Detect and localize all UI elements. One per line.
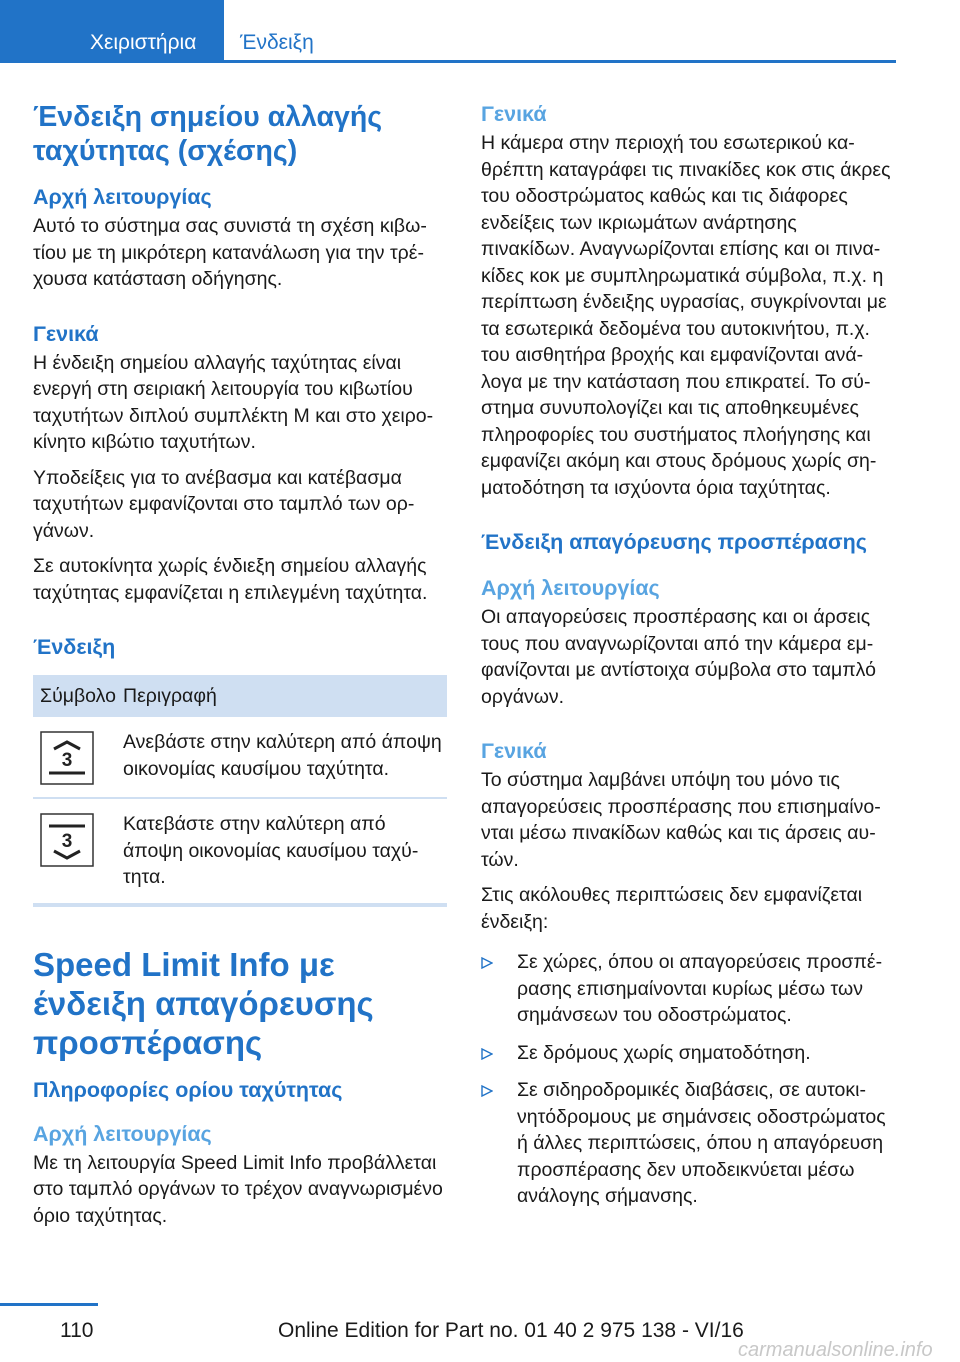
page-number: 110 bbox=[60, 1319, 94, 1342]
bullet-triangle-icon bbox=[481, 1085, 493, 1097]
list-item bbox=[481, 1077, 896, 1210]
no-overtaking-general-paragraph-2: Στις ακόλουθες περιπτώσεις δεν εμφανίζεται ένδειξη: bbox=[481, 884, 863, 933]
right-general-text: Η κάμερα στην περιοχή του εσωτερικού καθρέπτη καταγράφει τις πινακίδες κοκ στις άκρες του οδοστρώματος καθώς και τις διάφορες ενδείξεις των ικριωμάτων ανάρτησης πινακίδων. Αναγνωρίζονται επίσης και οι πινακίδες κοκ με συμπληρωματικά σύμβολα, π.χ. η περίπτωση ένδειξης υγρασίας, συγκρίνονται με τα εσωτερικά δεδομένα του αυτοκινήτου, π.χ. του αισθητήρα βροχής και εμφανίζονται ανάλογα με την κατάσταση που επικρατεί. Το σύστημα συνυπολογίζει και τις αποθηκευμένες πληροφορίες του συστήματος πλοήγησης και εμφανίζει ακόμη και στους δρόμους χωρίς σηματοδότηση τα ισχύοντα όρια ταχύτητας. bbox=[481, 132, 891, 499]
table-row bbox=[33, 798, 447, 905]
tab-display[interactable]: Ένδειξη bbox=[240, 31, 314, 54]
tab-controls[interactable]: Χειριστήρια bbox=[0, 0, 224, 60]
table-row bbox=[33, 717, 447, 798]
no-overtaking-principle-text: Οι απαγορεύσεις προσπέρασης και οι άρσεις τους που αναγνωρίζονται από την κάμερα εμφανίζονται με αντίστοιχα σύμβολα στο ταμπλό οργάνων. bbox=[481, 606, 876, 708]
table-cell-description: Ανεβάστε στην καλύτερη από άποψη οικονομίας καυσίμου ταχύτητα. bbox=[123, 717, 447, 798]
principle-text: Αυτό το σύστημα σας συνιστά τη σχέση κιβωτίου με τη μικρότερη κατανάλωση για την τρέχουσα κατάσταση οδήγησης. bbox=[33, 215, 427, 290]
table-header-row bbox=[33, 675, 447, 717]
speed-limit-principle-text: Με τη λειτουργία Speed Limit Info προβάλλεται στο ταμπλό οργάνων το τρέχον αναγνωρισμένο όριο ταχύτητας. bbox=[33, 1151, 443, 1227]
general-paragraph-2: Υποδείξεις για το ανέβασμα και κατέβασμα ταχυτήτων εμφανίζονται στο ταμπλό των οργάνων. bbox=[33, 466, 415, 542]
bullet-triangle-icon bbox=[481, 1048, 493, 1060]
upshift-arrow-icon bbox=[40, 731, 94, 785]
gear-digit: 3 bbox=[61, 831, 73, 852]
footer-rule bbox=[0, 1303, 98, 1306]
gear-digit: 3 bbox=[61, 750, 73, 771]
right-general-heading: Γενικά bbox=[481, 102, 547, 126]
edition-note: Online Edition for Part no. 01 40 2 975 138 - VI/16 bbox=[278, 1319, 744, 1342]
list-item-text: Σε χώρες, όπου οι απαγορεύσεις προσπέρασης επισημαίνονται κυρίως μέσω των σημάνσεων του οδοστρώματος. bbox=[517, 951, 883, 1026]
general-heading: Γενικά bbox=[33, 321, 99, 346]
list-item-text: Σε σιδηροδρομικές διαβάσεις, σε αυτοκινητόδρομους με σημάνσεις οδοστρώματος ή άλλες περιπτώσεις, όπου η απαγόρευση προσπέρασης δεν υποδεικνύεται μέσω ανάλογης σήμανσης. bbox=[517, 1079, 886, 1207]
section-title-speed-limit: Speed Limit Info με ένδειξη απαγόρευσης προσπέρασης bbox=[33, 945, 374, 1061]
speed-limit-principle-heading: Αρχή λειτουργίας bbox=[33, 1121, 212, 1146]
symbol-table bbox=[33, 675, 447, 907]
exception-list bbox=[481, 949, 896, 1210]
bullet-triangle-icon bbox=[481, 957, 493, 969]
left-column bbox=[33, 100, 447, 1238]
table-header-description: Περιγραφή bbox=[123, 675, 447, 717]
display-heading: Ένδειξη bbox=[33, 635, 116, 659]
list-item bbox=[481, 949, 896, 1029]
downshift-arrow-icon bbox=[40, 813, 94, 867]
speed-limit-info-subheading: Πληροφορίες ορίου ταχύτητας bbox=[33, 1077, 343, 1102]
table-cell-symbol bbox=[33, 798, 123, 905]
watermark: carmanualsonline.info bbox=[738, 1339, 933, 1361]
section-title-gear-shift: Ένδειξη σημείου αλλαγής ταχύτητας (σχέσης) bbox=[33, 101, 383, 167]
table-cell-symbol bbox=[33, 717, 123, 798]
list-item-text: Σε δρόμους χωρίς σηματοδότηση. bbox=[517, 1041, 811, 1064]
no-overtaking-principle-heading: Αρχή λειτουργίας bbox=[481, 576, 660, 600]
table-header-symbol: Σύμβολο bbox=[33, 675, 123, 717]
no-overtaking-general-heading: Γενικά bbox=[481, 739, 547, 763]
no-overtaking-heading: Ένδειξη απαγόρευσης προσπέρασης bbox=[481, 530, 867, 554]
general-paragraph-1: Η ένδειξη σημείου αλλαγής ταχύτητας είναι ενεργή στη σειριακή λειτουργία του κιβωτίου ταχυτήτων διπλού συμπλέκτη M και στο χειροκίνητο κιβώτιο ταχυτήτων. bbox=[33, 351, 434, 453]
list-item bbox=[481, 1040, 896, 1067]
table-cell-description: Κατεβάστε στην καλύτερη από άποψη οικονομίας καυσίμου ταχύτητα. bbox=[123, 798, 447, 905]
principle-heading: Αρχή λειτουργίας bbox=[33, 185, 212, 209]
right-column bbox=[481, 100, 896, 1221]
general-paragraph-3: Σε αυτοκίνητα χωρίς ένδιεξη σημείου αλλαγής ταχύτητας εμφανίζεται η επιλεγμένη ταχύτητα. bbox=[33, 555, 428, 604]
header-bar bbox=[0, 0, 896, 63]
no-overtaking-general-paragraph-1: Το σύστημα λαμβάνει υπόψη του μόνο τις απαγορεύσεις προσπέρασης που επισημαίνονται μέσω πινακίδων καθώς και τις άρσεις αυτών. bbox=[481, 769, 881, 871]
